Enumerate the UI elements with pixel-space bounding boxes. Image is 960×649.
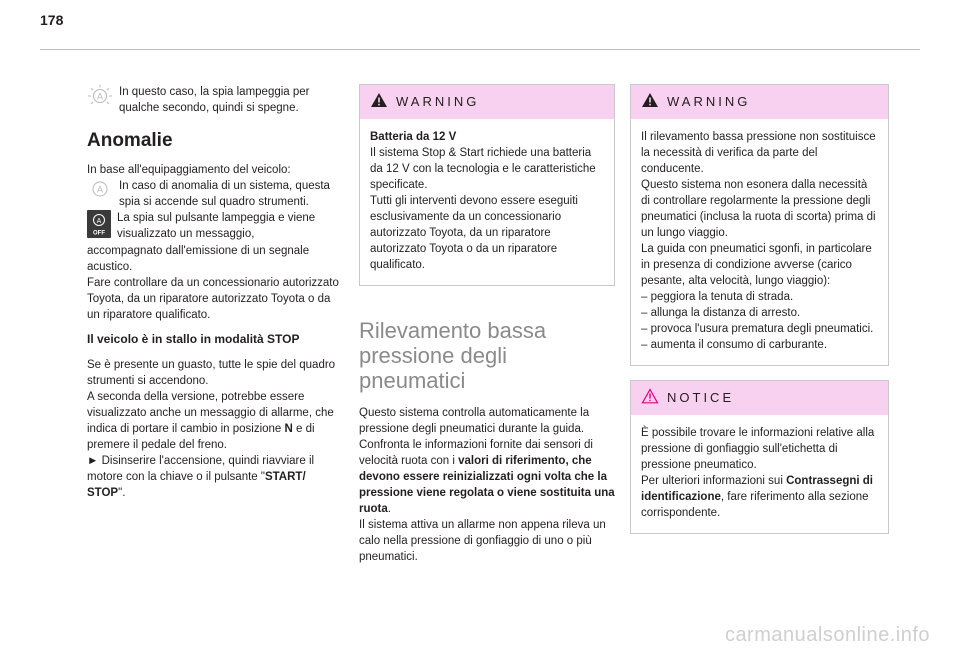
tpms-warning-p2: Questo sistema non esonera dalla necessità di controllare regolarmente la pressione degli pneumatici (inclusa la ruota di scorta) prima di un lungo viaggio. (641, 179, 876, 239)
stop-start-flashing-icon (87, 84, 113, 111)
tpms-p2-b: . (387, 503, 391, 515)
button-light-text: La spia sul pulsante lampeggia e viene visualizzato un messaggio, (117, 212, 316, 240)
tpms-warning-p3: La guida con pneumatici sgonfi, in particolare in presenza di condizione avverse (carico pesante, alta velocità, lungo viaggio): (641, 243, 872, 287)
battery-text: Il sistema Stop & Start richiede una batteria da 12 V con la tecnologia e le caratteristiche specificate. (370, 147, 596, 191)
tpms-warning-header (631, 85, 888, 119)
stall-arrow: ► (87, 455, 99, 467)
column-3 (630, 84, 889, 534)
warning-triangle-icon (641, 92, 659, 113)
intro-text: In questo caso, la spia lampeggia per qualche secondo, quindi si spegne. (119, 86, 310, 114)
battery-title: Batteria da 12 V (370, 131, 457, 143)
stall-p2-b: e di premere il pedale del freno. (87, 423, 315, 451)
notice-p1: È possibile trovare le informazioni relative alla pressione di gonfiaggio sull'etichetta di pressione pneumatico. (641, 427, 875, 471)
anomalies-title: Anomalie (87, 130, 173, 151)
battery-service: Tutti gli interventi devono essere eseguiti esclusivamente da un concessionario autorizzato Toyota, da un riparatore autorizzato Toyota o da un riparatore qualificato. (370, 195, 578, 271)
notice-p2-b: , fare riferimento alla sezione corrispondente. (641, 491, 869, 519)
tpms-paragraph-3: Il sistema attiva un allarme non appena rileva un calo nella pressione di gonfiaggio di uno o più pneumatici. (359, 519, 606, 563)
svg-text:A: A (96, 91, 104, 102)
stall-p2-gear: N (284, 423, 293, 435)
tpms-warning-box (630, 84, 889, 366)
tpms-warning-p1: Il rilevamento bassa pressione non sostituisce la necessità di verifica da parte del conducente. (641, 131, 876, 175)
stall-p3-a: Disinserire l'accensione, quindi riavviare il motore con la chiave o il pulsante " (87, 455, 315, 483)
notice-box (630, 380, 889, 534)
list-item: – peggiora la tenuta di strada. (641, 291, 794, 303)
notice-header (631, 381, 888, 415)
stall-title: Il veicolo è in stallo in modalità STOP (87, 332, 300, 346)
page-number: 178 (40, 12, 64, 28)
notice-p2 (641, 473, 878, 521)
list-item: – provoca l'usura prematura degli pneumatici. (641, 323, 874, 335)
tpms-paragraph-2 (359, 437, 615, 517)
svg-text:OFF: OFF (93, 230, 105, 237)
button-light-continued: accompagnato dall'emissione di un segnale acustico. (87, 245, 310, 273)
battery-warning-title: WARNING (396, 94, 480, 109)
battery-warning-header (360, 85, 614, 119)
svg-text:A: A (96, 184, 104, 195)
tpms-p2-bold: valori di riferimento, che devono essere reinizializzati ogni volta che la pressione viene regolata o viene sostituita una ruota (359, 455, 615, 515)
tpms-p2-a: Confronta le informazioni fornite dai sensori di velocità ruota con i (359, 439, 593, 467)
tpms-paragraph-1: Questo sistema controlla automaticamente la pressione degli pneumatici durante la guida. (359, 407, 590, 435)
button-light-row (87, 210, 343, 243)
notice-p2-a: Per ulteriori informazioni sui (641, 475, 787, 487)
stall-p3-button: START/ STOP (87, 471, 306, 499)
watermark: carmanualsonline.info (724, 624, 930, 646)
tpms-warning-body (631, 119, 888, 365)
notice-title: NOTICE (667, 390, 735, 405)
notice-body (631, 415, 888, 533)
intro-row (87, 84, 343, 116)
list-item: – aumenta il consumo di carburante. (641, 339, 828, 351)
battery-warning-body (360, 119, 614, 285)
list-item: – allunga la distanza di arresto. (641, 307, 801, 319)
column-2 (359, 84, 615, 565)
equipment-text: In base all'equipaggiamento del veicolo: (87, 164, 291, 176)
warning-triangle-icon (370, 92, 388, 113)
stop-start-warning-icon (87, 178, 113, 205)
stall-paragraph-2 (87, 389, 343, 453)
svg-text:A: A (96, 218, 102, 225)
dealer-text: Fare controllare da un concessionario autorizzato Toyota, da un riparatore autorizzato Toyota o da un riparatore qualificato. (87, 277, 339, 321)
warning-light-text: In caso di anomalia di un sistema, questa spia si accende sul quadro strumenti. (119, 180, 330, 208)
notice-triangle-icon (641, 388, 659, 409)
battery-warning-box (359, 84, 615, 286)
stall-paragraph-3 (87, 453, 343, 501)
warning-light-row (87, 178, 343, 210)
stall-p3-b: ". (118, 487, 126, 499)
tpms-warning-title: WARNING (667, 94, 751, 109)
stall-p2-a: A seconda della versione, potrebbe essere visualizzato anche un messaggio di allarme, che indica di portare il cambio in posizione (87, 391, 334, 435)
column-1 (87, 84, 343, 501)
header-rule (40, 49, 920, 50)
tpms-title: Rilevamento bassa pressione degli pneumatici (359, 318, 547, 393)
stop-start-off-button-icon (87, 210, 111, 243)
stall-paragraph-1: Se è presente un guasto, tutte le spie del quadro strumenti si accendono. (87, 359, 336, 387)
notice-p2-bold: Contrassegni di identificazione (641, 475, 873, 503)
